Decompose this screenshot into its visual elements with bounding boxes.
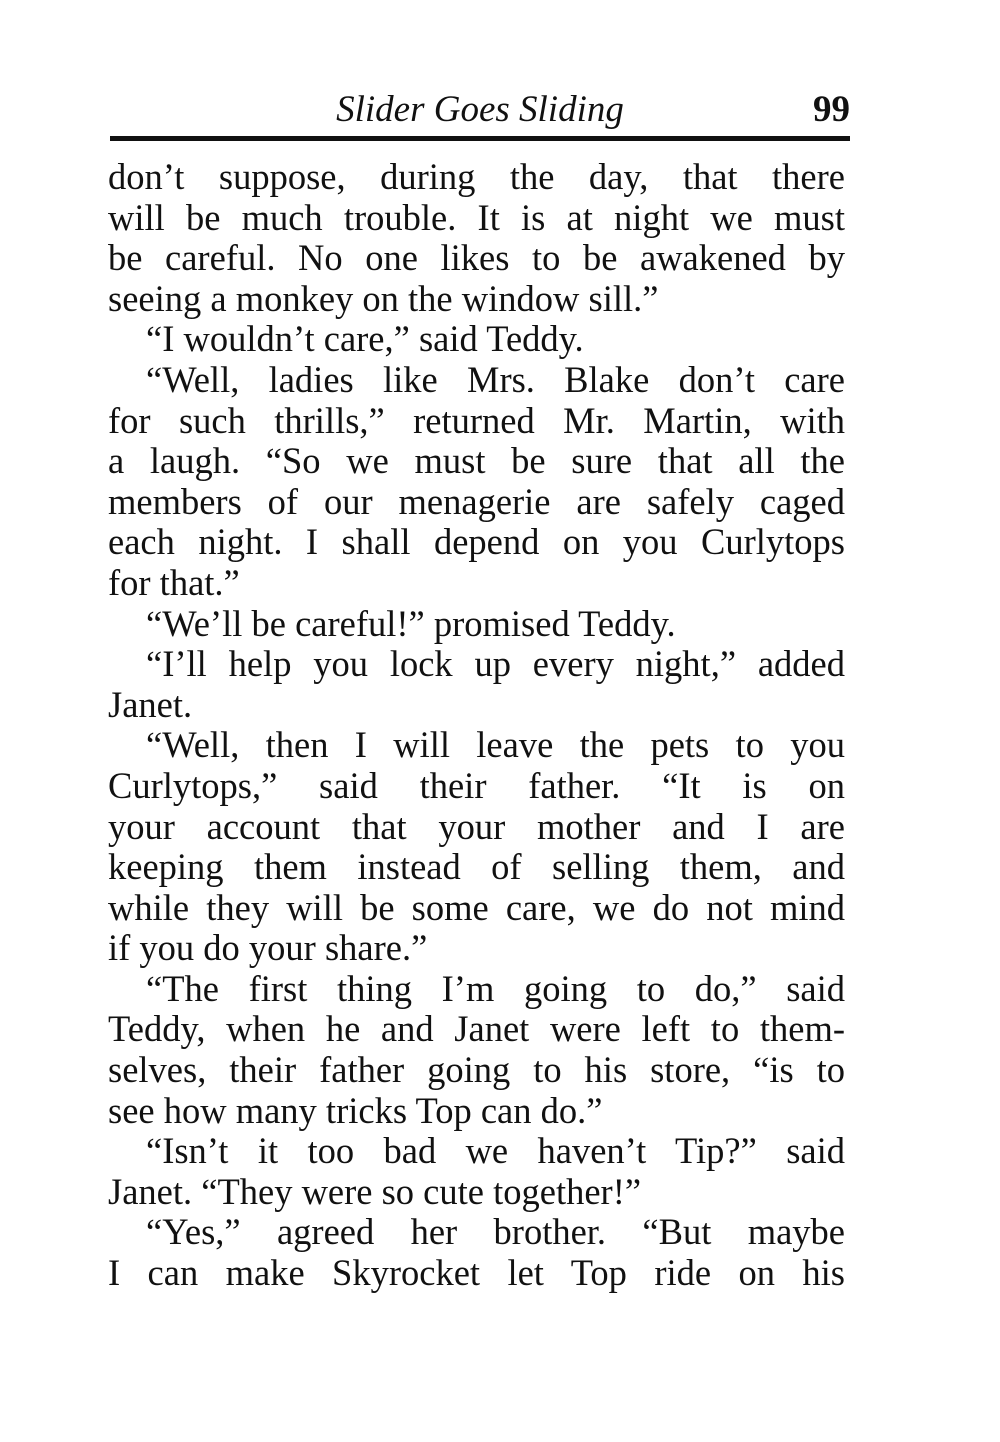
text-line: be careful. No one likes to be awakened by (108, 237, 845, 279)
text-line: “Isn’t it too bad we haven’t Tip?” said (146, 1130, 845, 1172)
text-line: a laugh. “So we must be sure that all the (108, 440, 845, 482)
text-line: “Well, ladies like Mrs. Blake don’t care (146, 358, 845, 400)
text-line: don’t suppose, during the day, that there (108, 156, 845, 197)
text-line: “I wouldn’t care,” said Teddy. (146, 318, 584, 360)
text-line: Janet. “They were so cute together!” (108, 1170, 642, 1212)
page-number: 99 (813, 89, 850, 130)
text-line: see how many tricks Top can do.” (108, 1089, 603, 1131)
text-line: selves, their father going to his store, “is to (108, 1049, 845, 1091)
text-line: Teddy, when he and Janet were left to them- (108, 1008, 845, 1050)
text-line: keeping them instead of selling them, and (108, 846, 845, 888)
text-line: for that.” (108, 561, 240, 603)
text-line: each night. I shall depend on you Curlytops (108, 521, 845, 563)
text-line: for such thrills,” returned Mr. Martin, with (108, 399, 845, 441)
body-text (108, 157, 845, 1294)
text-line: if you do your share.” (108, 927, 428, 969)
text-line: Janet. (108, 683, 193, 725)
text-line: “Well, then I will leave the pets to you (146, 724, 845, 766)
text-line: “We’ll be careful!” promised Teddy. (146, 602, 676, 644)
running-title: Slider Goes Sliding (336, 89, 624, 130)
text-line: your account that your mother and I are (108, 805, 845, 847)
text-line: Curlytops,” said their father. “It is on (108, 764, 845, 806)
text-line: members of our menagerie are safely caged (108, 480, 845, 522)
text-line: will be much trouble. It is at night we must (108, 196, 845, 238)
running-head (110, 88, 850, 132)
text-line: “Yes,” agreed her brother. “But maybe (146, 1211, 845, 1253)
text-line: “The first thing I’m going to do,” said (146, 967, 845, 1009)
text-line: I can make Skyrocket let Top ride on his (108, 1252, 845, 1294)
header-rule (110, 136, 850, 141)
text-line: seeing a monkey on the window sill.” (108, 277, 659, 319)
text-line: while they will be some care, we do not mind (108, 886, 845, 928)
text-line: “I’ll help you lock up every night,” added (146, 643, 845, 685)
